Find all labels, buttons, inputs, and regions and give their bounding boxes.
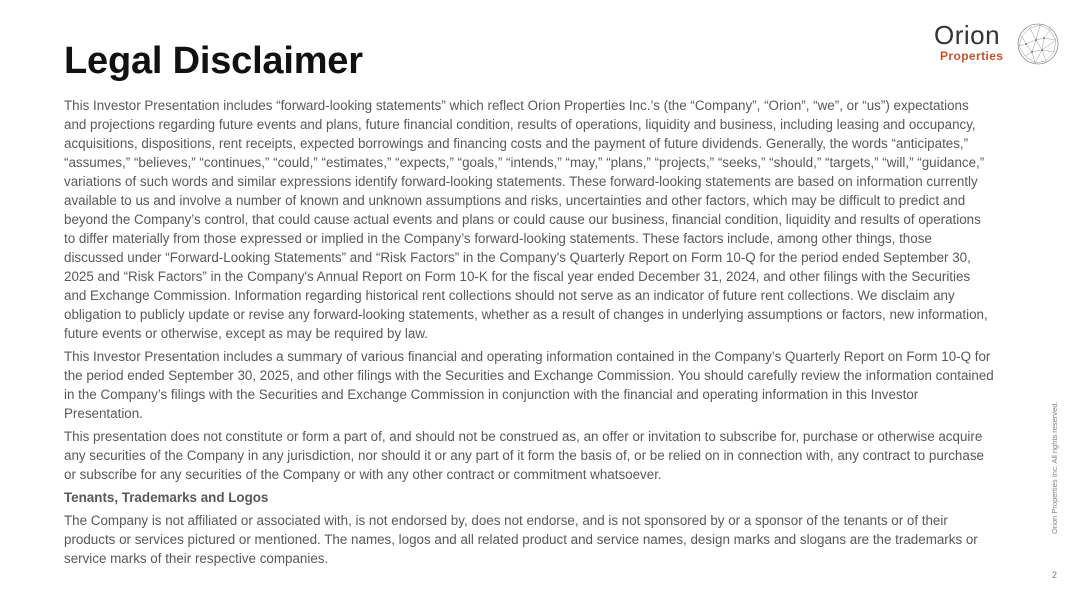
logo-subtitle: Properties — [940, 49, 1004, 63]
disclaimer-paragraph-forward-looking: This Investor Presentation includes “forward-looking statements” which reflect Orion Properties Inc.’s (the “Company”, “Orion”, “we”, or “us”) expectations and projections regarding future events and plans, future financial condition, results of operations, liquidity and business, including leasing and occupancy, acquisitions, dispositions, rent receipts, expected borrowings and financing costs and the payment of future dividends. Generally, the words “anticipates,” “assumes,” “believes,” “continues,” “could,” “estimates,” “expects,” “goals,” “intends,” “may,” “plans,” “projects,” “seeks,” “should,” “targets,” “will,” “guidance,” variations of such words and similar expressions identify forward-looking statements. These forward-looking statements are based on information currently available to us and involve a number of known and unknown assumptions and risks, uncertainties and other factors, which may be difficult to predict and beyond the Company’s control, that could cause actual events and plans or could cause our business, financial condition, liquidity and results of operations to differ materially from those expressed or implied in the Company’s forward-looking statements. These factors include, among other things, those discussed under “Forward-Looking Statements” and “Risk Factors” in the Company's Quarterly Report on Form 10-Q for the period ended September 30, 2025 and “Risk Factors” in the Company's Annual Report on Form 10-K for the fiscal year ended December 31, 2024, and other filings with the Securities and Exchange Commission. Information regarding historical rent collections should not serve as an indicator of future rent collections. We disclaim any obligation to publicly update or revise any forward-looking statements, whether as a result of changes in underlying assumptions or factors, new information, future events or otherwise, except as may be required by law. — [64, 98, 988, 341]
disclaimer-body — [64, 96, 994, 572]
copyright-note: Orion Properties Inc. All rights reserved. — [1050, 401, 1059, 534]
page-title: Legal Disclaimer — [64, 40, 363, 82]
disclaimer-paragraph-trademarks: The Company is not affiliated or associated with, is not endorsed by, does not endorse, and is not sponsored by or a sponsor of the tenants or of their products or services pictured or mentioned. The names, logos and all related product and service names, design marks and slogans are the trademarks or service marks of their respective companies. — [64, 513, 978, 566]
company-logo — [930, 20, 1062, 68]
globe-network-icon — [1016, 22, 1060, 66]
disclaimer-paragraph-no-offer: This presentation does not constitute or form a part of, and should not be construed as, an offer or invitation to subscribe for, purchase or otherwise acquire any securities of the Company in any jurisdiction, nor should it or any part of it form the basis of, or be relied on in connection with, any contract to purchase or subscribe for any securities of the Company or with any other contract or commitment whatsoever. — [64, 429, 984, 482]
page-number: 2 — [1052, 570, 1058, 580]
logo-name: Orion — [934, 20, 1001, 50]
section-heading-trademarks: Tenants, Trademarks and Logos — [64, 490, 269, 505]
disclaimer-paragraph-financial-summary: This Investor Presentation includes a summary of various financial and operating information contained in the Company’s Quarterly Report on Form 10-Q for the period ended September 30, 2025, and other filings with the Securities and Exchange Commission. You should carefully review the information contained in the Company’s filings with the Securities and Exchange Commission in conjunction with the financial and operating information in this Investor Presentation. — [64, 349, 994, 421]
